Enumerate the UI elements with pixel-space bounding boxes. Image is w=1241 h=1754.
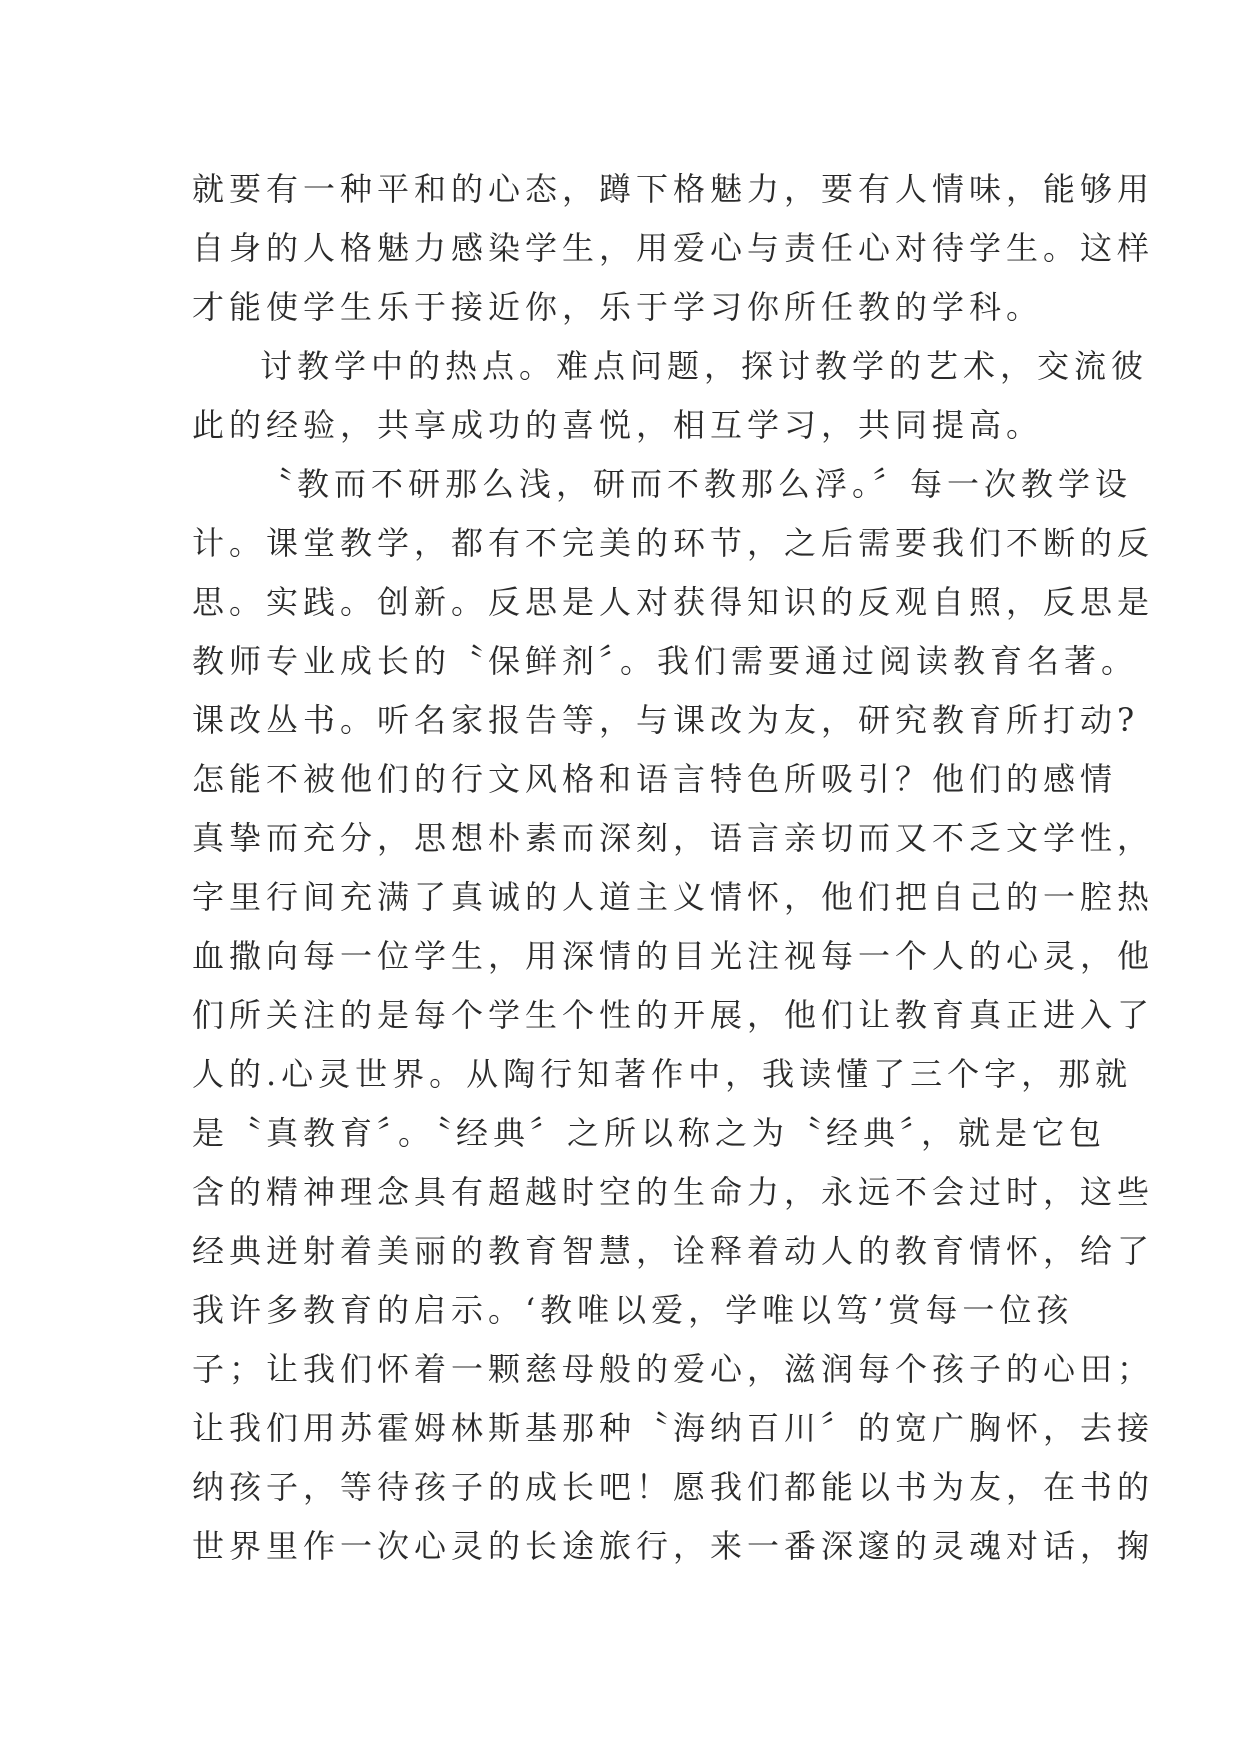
- text-line: 思。实践。创新。反思是人对获得知识的反观自照，反思是: [192, 583, 1155, 621]
- text-line: 怎能不被他们的行文风格和语言特色所吸引？他们的感情: [192, 760, 1118, 798]
- text-line: 字里行间充满了真诚的人道主义情怀，他们把自己的一腔热: [192, 878, 1155, 916]
- paragraph-first-line: 讨教学中的热点。难点问题，探讨教学的艺术，交流彼: [260, 347, 1149, 385]
- text-line: 真挚而充分，思想朴素而深刻，语言亲切而又不乏文学性，: [192, 819, 1155, 857]
- body-text: [192, 160, 1155, 1576]
- text-line: 经典迸射着美丽的教育智慧，诠释着动人的教育情怀，给了: [192, 1232, 1155, 1270]
- text-line: 让我们用苏霍姆林斯基那种〝海纳百川〞的宽广胸怀，去接: [192, 1409, 1155, 1447]
- text-line: 人的.心灵世界。从陶行知著作中，我读懂了三个字，那就: [192, 1055, 1133, 1093]
- text-line: 教师专业成长的〝保鲜剂〞。我们需要通过阅读教育名著。: [192, 642, 1139, 680]
- text-line: 血撒向每一位学生，用深情的目光注视每一个人的心灵，他: [192, 937, 1155, 975]
- text-line: 是〝真教育〞。〝经典〞之所以称之为〝经典〞，就是它包: [192, 1114, 1107, 1152]
- text-line: 子；让我们怀着一颗慈母般的爱心，滋润每个孩子的心田；: [192, 1350, 1155, 1388]
- text-line: 自身的人格魅力感染学生，用爱心与责任心对待学生。这样: [192, 229, 1155, 267]
- paragraph-first-line: 〝教而不研那么浅，研而不教那么浮。〞每一次教学设: [260, 465, 1133, 503]
- text-line: 纳孩子，等待孩子的成长吧！愿我们都能以书为友，在书的: [192, 1468, 1155, 1506]
- text-line: 此的经验，共享成功的喜悦，相互学习，共同提高。: [192, 406, 1044, 444]
- text-line: 我许多教育的启示。‘教唯以爱，学唯以笃’赏每一位孩: [192, 1291, 1074, 1329]
- text-line: 们所关注的是每个学生个性的开展，他们让教育真正进入了: [192, 996, 1155, 1034]
- text-line: 计。课堂教学，都有不完美的环节，之后需要我们不断的反: [192, 524, 1155, 562]
- text-line: 才能使学生乐于接近你，乐于学习你所任教的学科。: [192, 288, 1044, 326]
- text-line: 就要有一种平和的心态，蹲下格魅力，要有人情味，能够用: [192, 170, 1155, 208]
- text-line: 含的精神理念具有超越时空的生命力，永远不会过时，这些: [192, 1173, 1155, 1211]
- text-line: 课改丛书。听名家报告等，与课改为友，研究教育所打动?: [192, 701, 1140, 739]
- text-line: 世界里作一次心灵的长途旅行，来一番深邃的灵魂对话，掬: [192, 1527, 1155, 1565]
